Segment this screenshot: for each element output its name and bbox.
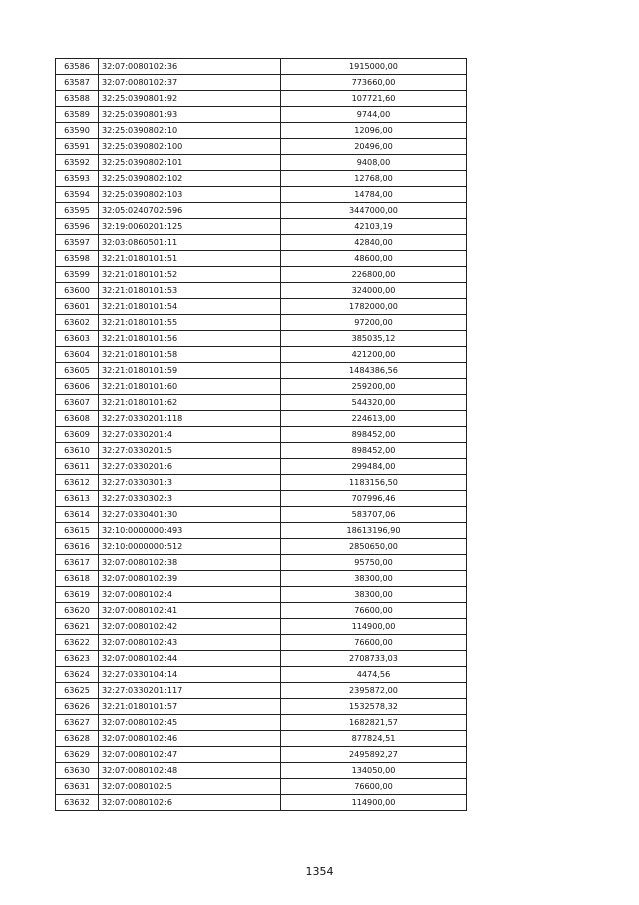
cadastral-number-cell: 32:10:0000000:493 [99, 523, 281, 539]
cadastral-value-cell: 544320,00 [281, 395, 467, 411]
cadastral-number-cell: 32:07:0080102:43 [99, 635, 281, 651]
cadastral-number-cell: 32:21:0180101:53 [99, 283, 281, 299]
cadastral-number-cell: 32:21:0180101:58 [99, 347, 281, 363]
table-row [56, 667, 467, 683]
row-number-cell: 63597 [56, 235, 99, 251]
cadastral-number-cell: 32:27:0330201:6 [99, 459, 281, 475]
row-number-cell: 63623 [56, 651, 99, 667]
table-row [56, 491, 467, 507]
table-row [56, 395, 467, 411]
table-row [56, 779, 467, 795]
row-number-cell: 63586 [56, 59, 99, 75]
cadastral-number-cell: 32:07:0080102:46 [99, 731, 281, 747]
cadastral-number-cell: 32:25:0390802:103 [99, 187, 281, 203]
table-row [56, 315, 467, 331]
cadastral-number-cell: 32:27:0330201:117 [99, 683, 281, 699]
table-row [56, 603, 467, 619]
table-row [56, 283, 467, 299]
table-row [56, 251, 467, 267]
cadastral-number-cell: 32:21:0180101:51 [99, 251, 281, 267]
table-row [56, 427, 467, 443]
cadastral-number-cell: 32:25:0390802:101 [99, 155, 281, 171]
cadastral-number-cell: 32:27:0330302:3 [99, 491, 281, 507]
table-row [56, 411, 467, 427]
cadastral-value-cell: 2708733,03 [281, 651, 467, 667]
cadastral-value-cell: 76600,00 [281, 635, 467, 651]
cadastral-number-cell: 32:21:0180101:56 [99, 331, 281, 347]
table-row [56, 651, 467, 667]
cadastral-number-cell: 32:25:0390802:100 [99, 139, 281, 155]
cadastral-value-cell: 299484,00 [281, 459, 467, 475]
table-row [56, 539, 467, 555]
cadastral-value-cell: 1782000,00 [281, 299, 467, 315]
cadastral-value-cell: 2850650,00 [281, 539, 467, 555]
cadastral-number-cell: 32:21:0180101:52 [99, 267, 281, 283]
cadastral-number-cell: 32:27:0330201:118 [99, 411, 281, 427]
table-row [56, 91, 467, 107]
cadastral-value-cell: 42840,00 [281, 235, 467, 251]
row-number-cell: 63610 [56, 443, 99, 459]
table-row [56, 203, 467, 219]
row-number-cell: 63608 [56, 411, 99, 427]
cadastral-number-cell: 32:03:0860501:11 [99, 235, 281, 251]
cadastral-number-cell: 32:25:0390802:102 [99, 171, 281, 187]
cadastral-number-cell: 32:07:0080102:39 [99, 571, 281, 587]
row-number-cell: 63624 [56, 667, 99, 683]
table-row [56, 731, 467, 747]
cadastral-number-cell: 32:10:0000000:512 [99, 539, 281, 555]
table-row [56, 523, 467, 539]
cadastral-number-cell: 32:07:0080102:36 [99, 59, 281, 75]
table-row [56, 555, 467, 571]
cadastral-value-cell: 4474,56 [281, 667, 467, 683]
cadastral-number-cell: 32:27:0330401:30 [99, 507, 281, 523]
cadastral-value-cell: 259200,00 [281, 379, 467, 395]
table-row [56, 443, 467, 459]
row-number-cell: 63591 [56, 139, 99, 155]
cadastral-number-cell: 32:19:0060201:125 [99, 219, 281, 235]
cadastral-number-cell: 32:07:0080102:48 [99, 763, 281, 779]
cadastral-number-cell: 32:21:0180101:57 [99, 699, 281, 715]
cadastral-value-cell: 107721,60 [281, 91, 467, 107]
row-number-cell: 63595 [56, 203, 99, 219]
cadastral-value-cell: 1183156,50 [281, 475, 467, 491]
row-number-cell: 63613 [56, 491, 99, 507]
row-number-cell: 63618 [56, 571, 99, 587]
cadastral-value-cell: 898452,00 [281, 427, 467, 443]
table-row [56, 347, 467, 363]
cadastral-number-cell: 32:27:0330301:3 [99, 475, 281, 491]
row-number-cell: 63612 [56, 475, 99, 491]
table-row [56, 795, 467, 811]
cadastral-value-cell: 1532578,32 [281, 699, 467, 715]
cadastral-value-cell: 1682821,57 [281, 715, 467, 731]
cadastral-number-cell: 32:07:0080102:37 [99, 75, 281, 91]
table-row [56, 171, 467, 187]
page-number: 1354 [305, 865, 334, 878]
cadastral-value-cell: 2495892,27 [281, 747, 467, 763]
row-number-cell: 63601 [56, 299, 99, 315]
row-number-cell: 63599 [56, 267, 99, 283]
cadastral-value-cell: 14784,00 [281, 187, 467, 203]
cadastral-number-cell: 32:27:0330104:14 [99, 667, 281, 683]
cadastral-value-cell: 9744,00 [281, 107, 467, 123]
row-number-cell: 63619 [56, 587, 99, 603]
row-number-cell: 63609 [56, 427, 99, 443]
row-number-cell: 63614 [56, 507, 99, 523]
cadastral-number-cell: 32:07:0080102:5 [99, 779, 281, 795]
cadastral-number-cell: 32:07:0080102:4 [99, 587, 281, 603]
table-row [56, 123, 467, 139]
table-row [56, 187, 467, 203]
cadastral-value-cell: 877824,51 [281, 731, 467, 747]
row-number-cell: 63588 [56, 91, 99, 107]
table-row [56, 363, 467, 379]
cadastral-number-cell: 32:25:0390801:93 [99, 107, 281, 123]
row-number-cell: 63625 [56, 683, 99, 699]
table-row [56, 459, 467, 475]
row-number-cell: 63602 [56, 315, 99, 331]
cadastral-value-cell: 42103,19 [281, 219, 467, 235]
table-row [56, 715, 467, 731]
row-number-cell: 63598 [56, 251, 99, 267]
row-number-cell: 63604 [56, 347, 99, 363]
cadastral-value-cell: 95750,00 [281, 555, 467, 571]
cadastral-value-cell: 707996,46 [281, 491, 467, 507]
row-number-cell: 63627 [56, 715, 99, 731]
cadastral-number-cell: 32:07:0080102:6 [99, 795, 281, 811]
cadastral-number-cell: 32:07:0080102:47 [99, 747, 281, 763]
table-row [56, 571, 467, 587]
row-number-cell: 63628 [56, 731, 99, 747]
table-row [56, 747, 467, 763]
cadastral-value-cell: 421200,00 [281, 347, 467, 363]
cadastral-value-cell: 9408,00 [281, 155, 467, 171]
cadastral-number-cell: 32:21:0180101:62 [99, 395, 281, 411]
cadastral-number-cell: 32:07:0080102:45 [99, 715, 281, 731]
cadastral-value-cell: 1915000,00 [281, 59, 467, 75]
cadastral-number-cell: 32:27:0330201:4 [99, 427, 281, 443]
cadastral-value-cell: 134050,00 [281, 763, 467, 779]
cadastral-number-cell: 32:25:0390801:92 [99, 91, 281, 107]
cadastral-value-cell: 38300,00 [281, 571, 467, 587]
cadastral-number-cell: 32:21:0180101:55 [99, 315, 281, 331]
cadastral-value-cell: 3447000,00 [281, 203, 467, 219]
row-number-cell: 63631 [56, 779, 99, 795]
row-number-cell: 63603 [56, 331, 99, 347]
table-row [56, 379, 467, 395]
row-number-cell: 63600 [56, 283, 99, 299]
cadastral-value-cell: 114900,00 [281, 795, 467, 811]
row-number-cell: 63606 [56, 379, 99, 395]
cadastral-number-cell: 32:07:0080102:42 [99, 619, 281, 635]
table-row [56, 619, 467, 635]
table-row [56, 75, 467, 91]
table-row [56, 331, 467, 347]
cadastral-value-cell: 226800,00 [281, 267, 467, 283]
table-body [56, 59, 467, 811]
cadastral-value-cell: 76600,00 [281, 779, 467, 795]
table-row [56, 763, 467, 779]
row-number-cell: 63593 [56, 171, 99, 187]
row-number-cell: 63607 [56, 395, 99, 411]
cadastral-number-cell: 32:21:0180101:60 [99, 379, 281, 395]
row-number-cell: 63617 [56, 555, 99, 571]
row-number-cell: 63587 [56, 75, 99, 91]
row-number-cell: 63621 [56, 619, 99, 635]
cadastral-number-cell: 32:27:0330201:5 [99, 443, 281, 459]
cadastral-value-cell: 898452,00 [281, 443, 467, 459]
row-number-cell: 63616 [56, 539, 99, 555]
table-row [56, 267, 467, 283]
row-number-cell: 63611 [56, 459, 99, 475]
table-row [56, 107, 467, 123]
row-number-cell: 63596 [56, 219, 99, 235]
cadastral-number-cell: 32:05:0240702:596 [99, 203, 281, 219]
row-number-cell: 63622 [56, 635, 99, 651]
table-row [56, 699, 467, 715]
cadastral-number-cell: 32:21:0180101:59 [99, 363, 281, 379]
cadastral-value-cell: 2395872,00 [281, 683, 467, 699]
cadastral-number-cell: 32:07:0080102:38 [99, 555, 281, 571]
table-row [56, 507, 467, 523]
cadastral-value-cell: 48600,00 [281, 251, 467, 267]
table-row [56, 475, 467, 491]
cadastral-value-cell: 76600,00 [281, 603, 467, 619]
row-number-cell: 63605 [56, 363, 99, 379]
cadastral-number-cell: 32:25:0390802:10 [99, 123, 281, 139]
row-number-cell: 63630 [56, 763, 99, 779]
row-number-cell: 63590 [56, 123, 99, 139]
cadastral-number-cell: 32:07:0080102:41 [99, 603, 281, 619]
cadastral-number-cell: 32:07:0080102:44 [99, 651, 281, 667]
cadastral-value-cell: 385035,12 [281, 331, 467, 347]
cadastral-value-cell: 12768,00 [281, 171, 467, 187]
cadastral-value-cell: 20496,00 [281, 139, 467, 155]
row-number-cell: 63629 [56, 747, 99, 763]
cadastral-value-cell: 18613196,90 [281, 523, 467, 539]
row-number-cell: 63620 [56, 603, 99, 619]
table-row [56, 219, 467, 235]
cadastral-value-cell: 224613,00 [281, 411, 467, 427]
row-number-cell: 63592 [56, 155, 99, 171]
table-row [56, 635, 467, 651]
cadastral-value-cell: 1484386,56 [281, 363, 467, 379]
cadastral-value-cell: 583707,06 [281, 507, 467, 523]
cadastral-number-cell: 32:21:0180101:54 [99, 299, 281, 315]
table-row [56, 587, 467, 603]
table-row [56, 155, 467, 171]
cadastral-value-cell: 38300,00 [281, 587, 467, 603]
cadastral-value-cell: 324000,00 [281, 283, 467, 299]
data-table [55, 58, 467, 811]
row-number-cell: 63589 [56, 107, 99, 123]
table-row [56, 683, 467, 699]
cadastral-value-cell: 773660,00 [281, 75, 467, 91]
table-row [56, 59, 467, 75]
row-number-cell: 63615 [56, 523, 99, 539]
table-row [56, 235, 467, 251]
cadastral-value-cell: 114900,00 [281, 619, 467, 635]
row-number-cell: 63594 [56, 187, 99, 203]
row-number-cell: 63626 [56, 699, 99, 715]
cadastral-value-cell: 12096,00 [281, 123, 467, 139]
table-row [56, 139, 467, 155]
row-number-cell: 63632 [56, 795, 99, 811]
cadastral-value-cell: 97200,00 [281, 315, 467, 331]
table-row [56, 299, 467, 315]
